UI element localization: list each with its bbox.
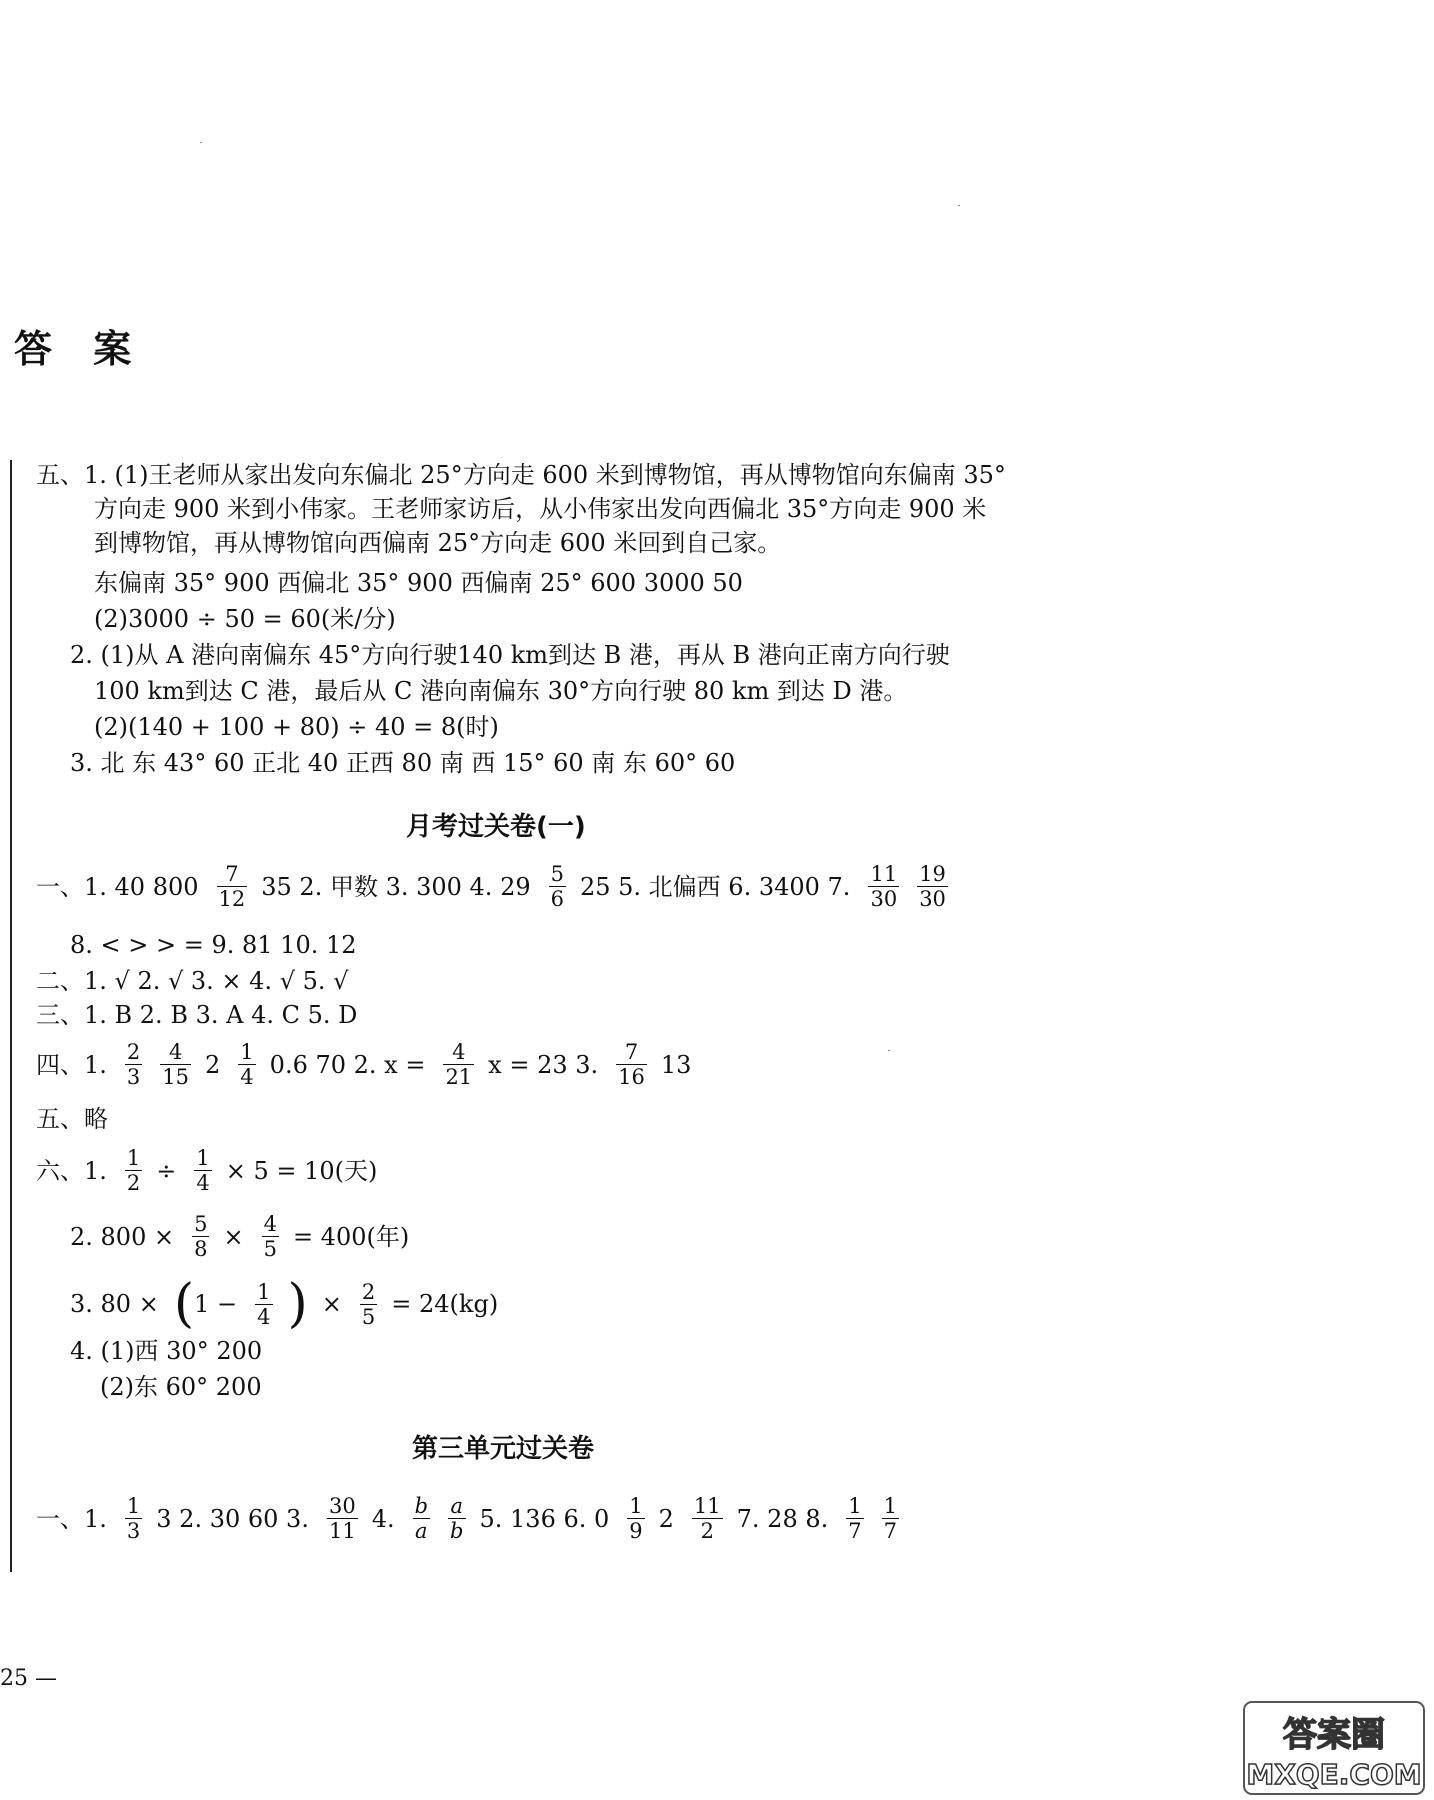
answer-line: 3. 北 东 43° 60 正北 40 正西 80 南 西 15° 60 南 东 60° 60 [70, 749, 736, 777]
fraction: $\frac{4}{5}$ [263, 1212, 277, 1261]
answer-line: 五、1. (1)王老师从家出发向东偏北 25°方向走 600 米到博物馆，再从博物馆向东偏南 35° [36, 461, 1006, 489]
answer-row: 2. 800 × $\frac{5}{8}$ × $\frac{4}{5}$ = 400(年) [70, 1212, 410, 1261]
answer-row: 四、1. 2 3 4 15 2 1 4 0.6 70 2. x = $\frac{4}{21}$ x = 23 3. 7 16 13 [36, 1040, 692, 1089]
fraction: 5 6 [550, 862, 564, 911]
svg-text:MXQE.COM: MXQE.COM [1246, 1758, 1422, 1791]
fraction: $\frac{5}{8}$ [194, 1212, 208, 1261]
answer-row: 一、1. 40 800 7 12 35 2. 甲数 3. 300 4. 29 5 6 25 5. 北偏西 6. 3400 7. 11 30 19 30 [36, 862, 946, 911]
answer-line: (2)东 60° 200 [100, 1373, 262, 1401]
answer-line: 三、1. B 2. B 3. A 4. C 5. D [36, 1001, 358, 1029]
fraction: 19 30 [919, 862, 946, 911]
answer-line: 2. (1)从 A 港向南偏东 45°方向行驶140 km到达 B 港，再从 B 港向正南方向行驶 [70, 641, 950, 669]
fraction: a b [450, 1494, 464, 1543]
svg-text:答案圈: 答案圈 [1283, 1715, 1385, 1755]
fraction: 1 4 [240, 1040, 254, 1089]
fraction: $\frac{1}{4}$ [196, 1146, 210, 1195]
answer-line: 4. (1)西 30° 200 [70, 1337, 263, 1365]
answer-line: 东偏南 35° 900 西偏北 35° 900 西偏南 25° 600 3000 50 [94, 569, 743, 597]
answer-line: 100 km到达 C 港，最后从 C 港向南偏东 30°方向行驶 80 km 到达 D 港。 [94, 677, 908, 705]
fraction: $\frac{1}{4}$ [257, 1279, 271, 1329]
section-heading: 月考过关卷(一) [406, 812, 586, 842]
fraction: 1 7 [848, 1494, 862, 1543]
fraction: $\frac{4}{21}$ [445, 1040, 473, 1089]
answer-line: 到博物馆，再从博物馆向西偏南 25°方向走 600 米回到自己家。 [94, 529, 782, 557]
fraction: 11 30 [870, 862, 898, 911]
page-number: 25 — [0, 1666, 57, 1691]
fraction: $\frac{1}{2}$ [126, 1146, 141, 1195]
fraction: 1 9 [629, 1494, 643, 1543]
answer-row: 六、1. $\frac{1}{2}$ ÷ $\frac{1}{4}$ × 5 = 10(天) [36, 1146, 378, 1195]
fraction: 7 16 [618, 1040, 645, 1089]
fraction: 11 2 [693, 1494, 721, 1543]
answer-line: 五、略 [36, 1105, 108, 1133]
margin-rule [10, 460, 12, 1572]
section-heading: 第三单元过关卷 [412, 1434, 595, 1464]
fraction: $\frac{2}{5}$ [361, 1279, 376, 1329]
fraction: b a [414, 1494, 429, 1543]
fraction: 7 12 [218, 862, 246, 911]
fraction: 1 7 [883, 1494, 897, 1543]
watermark-logo [1242, 1700, 1426, 1796]
fraction: 4 15 [162, 1040, 190, 1089]
fraction: 2 3 [126, 1040, 141, 1089]
fraction: 1 3 [126, 1494, 141, 1543]
fraction: 30 11 [328, 1494, 356, 1543]
answer-line: 8. < > > = 9. 81 10. 12 [70, 931, 357, 959]
answer-row: 一、1. 1 3 3 2. 30 60 3. 30 11 4. b a a b 5. 136 6. 0 1 9 2 11 2 7. 28 8. 1 7 1 7 [36, 1494, 897, 1543]
answer-line: (2)(140 + 100 + 80) ÷ 40 = 8(时) [94, 713, 499, 741]
answer-line: (2)3000 ÷ 50 = 60(米/分) [94, 605, 396, 633]
page-title: 答 案 [14, 327, 146, 371]
answer-line: 方向走 900 米到小伟家。王老师家访后，从小伟家出发向西偏北 35°方向走 900 米 [94, 495, 987, 523]
answer-row: 3. 80 × ( 1 − $\frac{1}{4}$ ) × $\frac{2}{5}$ = 24(kg) [70, 1274, 499, 1334]
answer-line: 二、1. √ 2. √ 3. × 4. √ 5. √ [36, 967, 349, 995]
